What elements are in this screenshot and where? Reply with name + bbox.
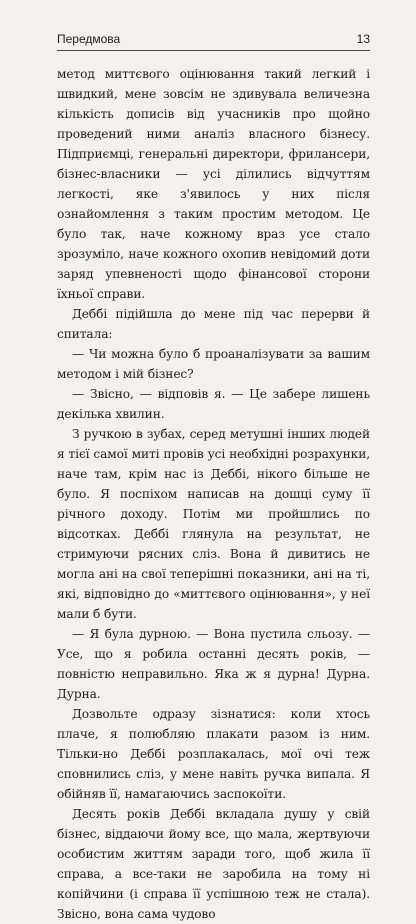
paragraph: — Звісно, — відповів я. — Це забере лишень декілька хвилин. [57, 387, 370, 421]
paragraph: Деббі підійшла до мене під час перерви й спитала: [57, 307, 370, 341]
paragraph: — Чи можна було б проаналізувати за вашим методом і мій бізнес? [57, 347, 370, 381]
page-number: 13 [356, 32, 370, 46]
running-header [57, 30, 370, 51]
paragraph: — Я була дурною. — Вона пустила сльозу. — Усе, що я робила останні десять років, — повністю неправильно. Яка ж я дурна! Дурна. Дурна. [57, 627, 370, 701]
section-title: Передмова [57, 32, 121, 46]
paragraph: Дозвольте одразу зізнатися: коли хтось плаче, я полюбляю плакати разом із ним. Тільки-но Деббі розплакалась, мої очі теж сповнились сліз, у мене навіть ручка випала. Я обійняв її, намагаючись заспокоїти. [57, 707, 370, 801]
paragraph: Десять років Деббі вкладала душу у свій бізнес, віддаючи йому все, що мала, жертвуючи особистим життям заради того, щоб жила її справа, а все-таки не заробила на тому ні копійчини (і справа її успішною теж не стала). Звісно, вона сама чудово [57, 807, 370, 921]
paragraph: метод миттєвого оцінювання такий легкий і швидкий, мене зовсім не здивувала величезна кількість дописів від учасників про щойно проведений ними аналіз власного бізнесу. Підприємці, генеральні директори, фрилансери, бізнес-власники — усі ділились відчуттям легкості, яке з'явилось у них після ознайомлення з таким простим методом. Це було так, наче кожному враз усе стало зрозуміло, наче кожного охопив невідомий доти заряд упевненості щодо фінансової сторони їхньої справи. [57, 67, 370, 301]
body-text [57, 64, 370, 924]
paragraph: З ручкою в зубах, серед метушні інших людей я тієї самої миті провів усі необхідні розрахунки, наче там, крім нас із Деббі, нікого більше не було. Я поспіхом написав на дошці суму її річного доходу. Потім ми пройшлись по відсотках. Деббі глянула на результат, не стримуючи рясних сліз. Вона й дивитись не могла ані на свої теперішні показники, ані на ті, які, відповідно до «миттєвого оцінювання», у неї мали б бути. [57, 427, 370, 621]
